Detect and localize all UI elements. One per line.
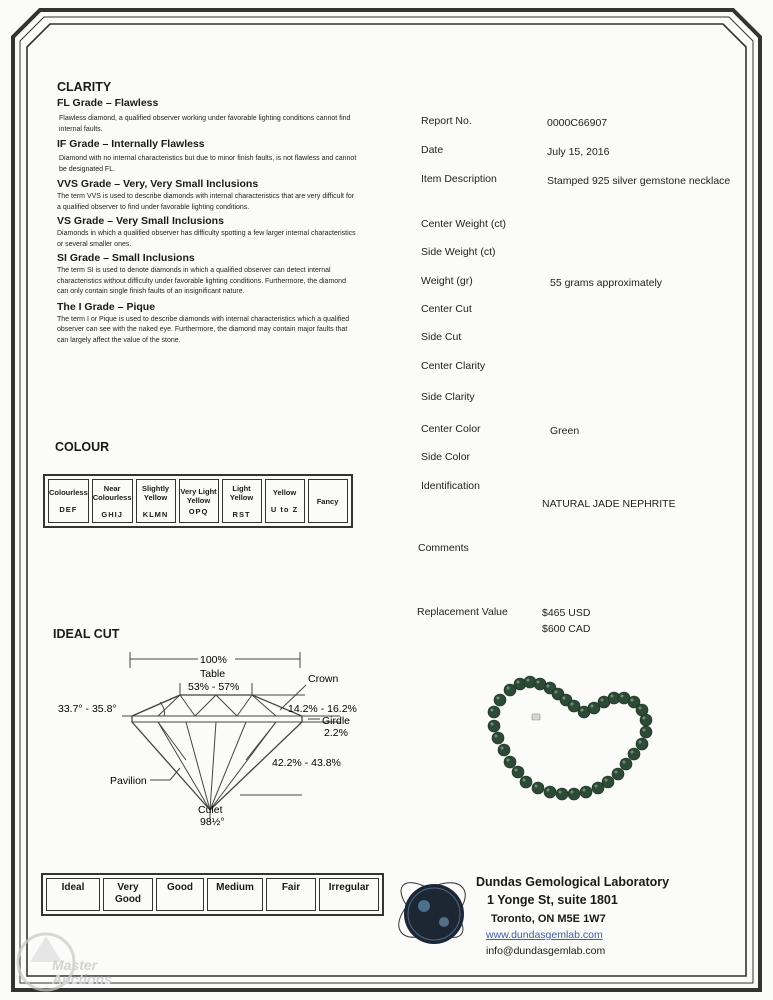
bead-highlight bbox=[523, 779, 526, 782]
bead-highlight bbox=[517, 681, 520, 684]
colour-cell bbox=[222, 479, 262, 523]
bead-highlight bbox=[595, 785, 598, 788]
identification-label: Identification bbox=[421, 480, 480, 492]
jade-bead bbox=[532, 782, 544, 794]
replacement-value-usd: $465 USD bbox=[542, 607, 591, 619]
table-pct-label: 53% - 57% bbox=[188, 681, 240, 693]
table-label: Table bbox=[200, 668, 226, 680]
bead-highlight bbox=[631, 751, 634, 754]
jade-bead bbox=[494, 694, 506, 706]
colour-letters: RST bbox=[232, 509, 251, 519]
bead-highlight bbox=[623, 761, 626, 764]
grade-vvs-desc: The term VVS is used to describe diamonds with internal characteristics that are very difficult for a qualified observer to find under favorable lighting conditions. bbox=[57, 193, 355, 211]
grade-fl-desc: Flawless diamond, a qualified observer working under favorable lighting conditions cannot find internal faults. bbox=[59, 115, 351, 133]
grade-i-desc: The term I or Pique is used to describe diamonds with internal characteristics which a qualified observer can see with the naked eye. Furthermore, the diamond may contain major faults that can largely affect the value of the stone. bbox=[57, 315, 350, 344]
bead-highlight bbox=[643, 717, 646, 720]
bead-highlight bbox=[547, 789, 550, 792]
colour-scale bbox=[43, 474, 353, 528]
replacement-value-label: Replacement Value bbox=[417, 606, 508, 618]
bead-highlight bbox=[507, 759, 510, 762]
bead-highlight bbox=[583, 789, 586, 792]
bead-highlight bbox=[601, 699, 604, 702]
grade-if-title: IF Grade – Internally Flawless bbox=[57, 138, 205, 150]
item-description-value: Stamped 925 silver gemstone necklace bbox=[547, 175, 731, 187]
grade-vvs-title: VVS Grade – Very, Very Small Inclusions bbox=[57, 178, 259, 190]
cut-grade-cell: Fair bbox=[266, 878, 316, 911]
bead-highlight bbox=[581, 709, 584, 712]
date-label: Date bbox=[421, 144, 444, 156]
girdle-label: Girdle bbox=[322, 715, 351, 727]
jade-bead bbox=[568, 788, 580, 800]
culet-label: Culet bbox=[198, 804, 223, 816]
jade-bead bbox=[640, 714, 652, 726]
colour-letters: OPQ bbox=[188, 506, 209, 516]
necklace-image bbox=[480, 670, 660, 815]
colour-name: Near Colourless bbox=[92, 483, 132, 502]
colour-name: Light Yellow bbox=[229, 483, 254, 502]
date-value: July 15, 2016 bbox=[547, 146, 610, 158]
bead-highlight bbox=[537, 681, 540, 684]
bead-highlight bbox=[491, 723, 494, 726]
bead-highlight bbox=[631, 699, 634, 702]
cut-grade-cell: Ideal bbox=[46, 878, 100, 911]
colour-name: Slightly Yellow bbox=[141, 483, 170, 502]
grade-fl-title: FL Grade – Flawless bbox=[57, 97, 159, 109]
lab-address-1: 1 Yonge St, suite 1801 bbox=[487, 893, 618, 907]
bead-highlight bbox=[527, 679, 530, 682]
jade-bead bbox=[636, 738, 648, 750]
grade-vs-desc: Diamonds in which a qualified observer has difficulty spotting a few larger internal characteristics or several smaller ones. bbox=[57, 230, 356, 248]
colour-cell bbox=[179, 479, 219, 523]
diamond-diagram bbox=[40, 640, 380, 835]
crown-label: Crown bbox=[308, 673, 339, 685]
crown-height-label: 14.2% - 16.2% bbox=[288, 703, 357, 715]
jade-bead bbox=[592, 782, 604, 794]
bead-highlight bbox=[563, 697, 566, 700]
bead-highlight bbox=[591, 705, 594, 708]
lab-name: Dundas Gemological Laboratory bbox=[476, 875, 670, 889]
colour-letters: DEF bbox=[59, 505, 78, 514]
cut-grade-cell: Good bbox=[156, 878, 204, 911]
identification-value: NATURAL JADE NEPHRITE bbox=[542, 498, 676, 510]
jade-bead bbox=[492, 732, 504, 744]
colour-cell bbox=[136, 479, 176, 523]
grade-i-title: The I Grade – Pique bbox=[57, 300, 156, 313]
jade-bead bbox=[504, 756, 516, 768]
colour-name: Yellow bbox=[272, 488, 297, 497]
bead-highlight bbox=[639, 741, 642, 744]
colour-cell bbox=[48, 479, 89, 523]
side-color-label: Side Color bbox=[421, 451, 471, 463]
replacement-value-cad: $600 CAD bbox=[542, 623, 591, 635]
cut-grade-scale bbox=[41, 873, 384, 916]
bead-highlight bbox=[621, 695, 624, 698]
colour-name: Very Light Yellow bbox=[180, 486, 217, 505]
lab-address-2: Toronto, ON M5E 1W7 bbox=[491, 913, 606, 925]
jade-bead bbox=[628, 748, 640, 760]
colour-heading: COLOUR bbox=[55, 440, 110, 454]
pavilion-label: Pavilion bbox=[110, 775, 147, 787]
weight-value: 55 grams approximately bbox=[550, 277, 663, 289]
pavilion-depth-label: 42.2% - 43.8% bbox=[272, 757, 341, 769]
bead-highlight bbox=[507, 687, 510, 690]
bead-highlight bbox=[555, 691, 558, 694]
culet-angle-label: 98½° bbox=[200, 816, 225, 828]
colour-cell bbox=[265, 479, 305, 523]
jade-bead bbox=[612, 768, 624, 780]
weight-label: Weight (gr) bbox=[421, 275, 473, 287]
bead-highlight bbox=[515, 769, 518, 772]
side-weight-label: Side Weight (ct) bbox=[421, 246, 496, 258]
bead-highlight bbox=[571, 791, 574, 794]
jade-bead bbox=[640, 726, 652, 738]
report-no-value: 0000C66907 bbox=[547, 117, 608, 129]
bead-highlight bbox=[605, 779, 608, 782]
ideal-cut-heading: IDEAL CUT bbox=[53, 627, 120, 641]
colour-letters: U to Z bbox=[270, 505, 299, 514]
bead-highlight bbox=[571, 703, 574, 706]
bead-highlight bbox=[643, 729, 646, 732]
bead-highlight bbox=[615, 771, 618, 774]
colour-cell bbox=[92, 479, 133, 523]
report-no-label: Report No. bbox=[421, 115, 472, 127]
colour-name: Colourless bbox=[49, 488, 88, 497]
jade-bead bbox=[488, 706, 500, 718]
center-cut-label: Center Cut bbox=[421, 303, 472, 315]
jade-bead bbox=[520, 776, 532, 788]
clarity-heading: CLARITY bbox=[57, 80, 112, 94]
colour-letters: KLMN bbox=[142, 509, 169, 519]
bead-highlight bbox=[501, 747, 504, 750]
jade-bead bbox=[498, 744, 510, 756]
grade-si-title: SI Grade – Small Inclusions bbox=[57, 252, 195, 264]
jade-bead bbox=[512, 766, 524, 778]
watermark-text: Master Auctions bbox=[52, 957, 112, 987]
jade-bead bbox=[620, 758, 632, 770]
report-details bbox=[417, 0, 741, 640]
grade-vs-title: VS Grade – Very Small Inclusions bbox=[57, 215, 224, 227]
bead-highlight bbox=[611, 695, 614, 698]
grade-si-desc: The term SI is used to denote diamonds in which a qualified observer can detect internal characteristics without difficulty under favorable lighting conditions. Furthermore, the diamond can only contain single finish faults of an insignificant nature. bbox=[57, 267, 346, 295]
bead-highlight bbox=[559, 791, 562, 794]
grade-if-desc: Diamond with no internal characteristics but due to minor finish faults, is not flawless and cannot be designated FL. bbox=[59, 155, 357, 173]
bead-highlight bbox=[535, 785, 538, 788]
jade-bead bbox=[488, 720, 500, 732]
cut-grade-cell: Medium bbox=[207, 878, 263, 911]
side-clarity-label: Side Clarity bbox=[421, 391, 475, 403]
cut-grade-cell: Very Good bbox=[103, 878, 153, 911]
center-color-label: Center Color bbox=[421, 423, 481, 435]
girdle-pct-label: 2.2% bbox=[324, 727, 348, 739]
item-description-label: Item Description bbox=[421, 173, 497, 185]
side-cut-label: Side Cut bbox=[421, 331, 462, 343]
jade-bead bbox=[580, 786, 592, 798]
colour-name: Fancy bbox=[316, 496, 339, 506]
comments-label: Comments bbox=[418, 542, 469, 554]
center-weight-label: Center Weight (ct) bbox=[421, 218, 506, 230]
bead-highlight bbox=[495, 735, 498, 738]
jade-bead bbox=[556, 788, 568, 800]
bead-highlight bbox=[547, 685, 550, 688]
hologram-seal bbox=[384, 858, 479, 958]
center-clarity-label: Center Clarity bbox=[421, 360, 486, 372]
colour-cell bbox=[308, 479, 348, 523]
bead-highlight bbox=[491, 709, 494, 712]
lab-email: info@dundasgemlab.com bbox=[486, 945, 606, 957]
cut-grade-cell: Irregular bbox=[319, 878, 379, 911]
crown-angle-label: 33.7° - 35.8° bbox=[58, 703, 117, 715]
jade-bead bbox=[544, 786, 556, 798]
clarity-section bbox=[57, 97, 359, 346]
bead-highlight bbox=[639, 707, 642, 710]
total-width-label: 100% bbox=[200, 654, 227, 666]
bead-highlight bbox=[497, 697, 500, 700]
lab-website-link[interactable]: www.dundasgemlab.com bbox=[486, 929, 603, 941]
colour-letters: GHIJ bbox=[101, 509, 123, 519]
center-color-value: Green bbox=[550, 425, 580, 437]
